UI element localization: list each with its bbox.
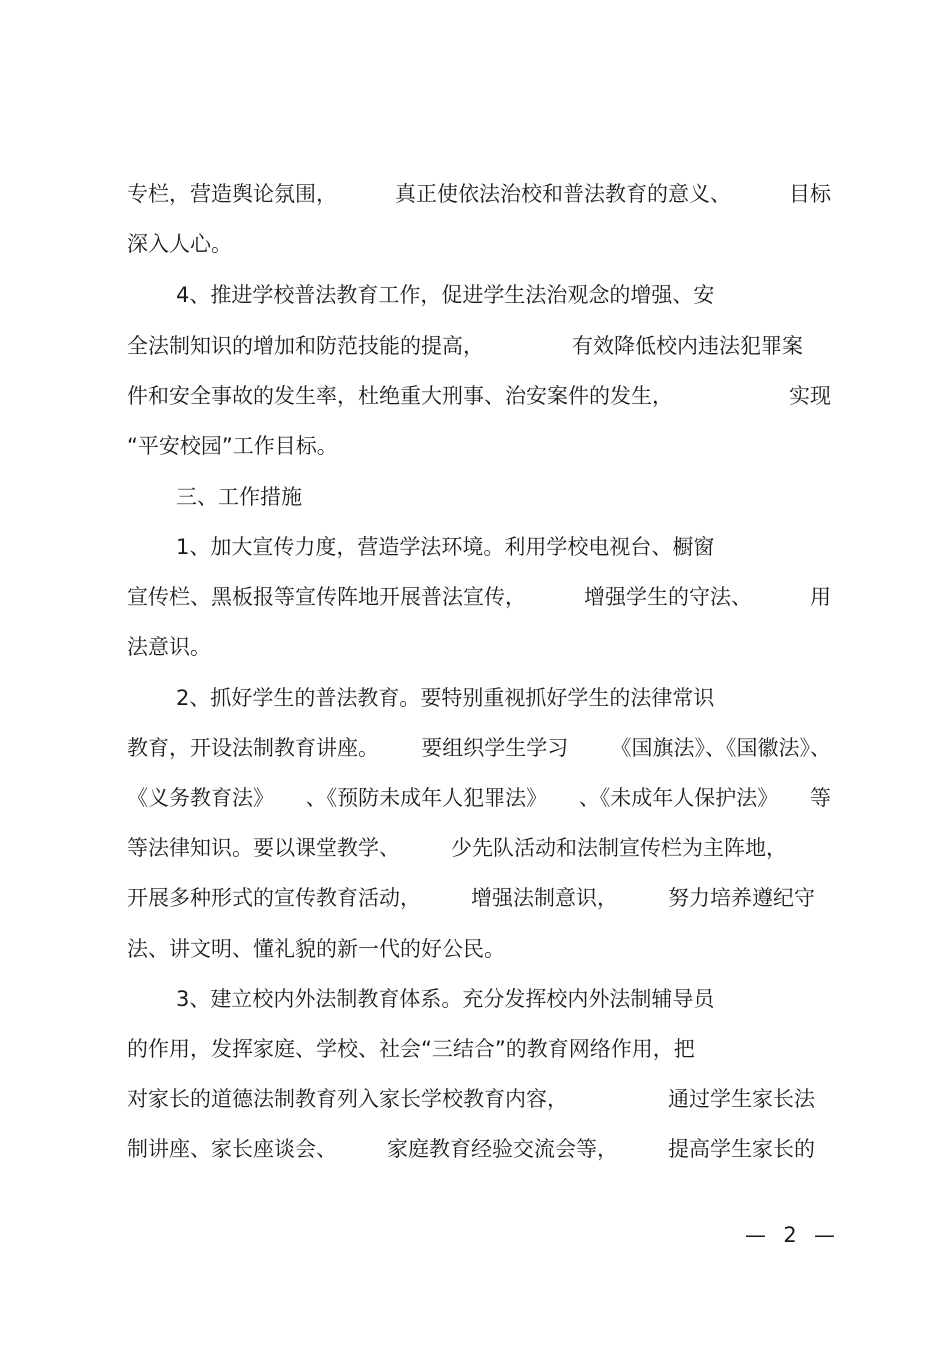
text-segment: 教育，开设法制教育讲座。: [127, 736, 379, 760]
text-segment: 用: [810, 585, 831, 609]
text-segment: 要组织学生学习: [421, 736, 569, 760]
text-line-9: [127, 577, 831, 617]
text-segment: 目标: [789, 182, 831, 206]
page-number: [745, 1220, 835, 1250]
page-number-dash-left: —: [745, 1223, 766, 1247]
text-segment: 宣传栏、黑板报等宣传阵地开展普法宣传，: [127, 585, 526, 609]
text-segment: 3、建立校内外法制教育体系。充分发挥校内外法制辅导员: [176, 987, 715, 1011]
text-segment: 专栏，营造舆论氛围，: [127, 182, 337, 206]
text-segment: 实现: [789, 384, 831, 408]
text-line-11: [176, 678, 831, 718]
text-line-2: [127, 224, 831, 264]
text-line-19: [127, 1079, 815, 1119]
text-line-1: [127, 174, 831, 214]
text-line-20: [127, 1129, 815, 1169]
text-segment: 件和安全事故的发生率，杜绝重大刑事、治安案件的发生，: [127, 384, 673, 408]
text-segment: 三、工作措施: [176, 485, 302, 509]
text-segment: 《国旗法》、《国徽法》、: [610, 736, 831, 760]
text-segment: 对家长的道德法制教育列入家长学校教育内容，: [127, 1087, 568, 1111]
text-line-15: [127, 878, 815, 918]
text-segment: 全法制知识的增加和防范技能的提高，: [127, 334, 484, 358]
text-segment: 《义务教育法》: [127, 786, 274, 810]
text-segment: 增强学生的守法、: [584, 585, 752, 609]
text-segment: 制讲座、家长座谈会、: [127, 1137, 337, 1161]
text-segment: 1、加大宣传力度，营造学法环境。利用学校电视台、橱窗: [176, 535, 715, 559]
text-line-18: [127, 1029, 831, 1069]
text-line-13: [127, 778, 831, 818]
page-number-dash-right: —: [814, 1223, 835, 1247]
text-line-14: [127, 828, 787, 868]
text-segment: 2、抓好学生的普法教育。要特别重视抓好学生的法律常识: [176, 686, 715, 710]
text-segment: 等: [809, 786, 831, 810]
text-segment: 开展多种形式的宣传教育活动，: [127, 886, 421, 910]
text-segment: 有效降低校内违法犯罪案: [572, 334, 803, 358]
text-line-17: [176, 979, 831, 1019]
text-segment: 4、推进学校普法教育工作，促进学生法治观念的增强、安: [176, 283, 715, 307]
text-segment: 法意识。: [127, 635, 211, 659]
text-segment: 等法律知识。要以课堂教学、: [127, 836, 400, 860]
text-line-6: [127, 426, 831, 466]
text-segment: 、《预防未成年人犯罪法》: [305, 786, 548, 810]
text-line-4: [127, 326, 803, 366]
text-line-5: [127, 376, 831, 416]
text-line-10: [127, 627, 831, 667]
text-segment: 法、讲文明、懂礼貌的新一代的好公民。: [127, 937, 505, 961]
text-segment: 、《未成年人保护法》: [578, 786, 779, 810]
text-segment: 真正使依法治校和普法教育的意义、: [395, 182, 731, 206]
text-segment: 提高学生家长的: [668, 1137, 815, 1161]
text-segment: 深入人心。: [127, 232, 232, 256]
text-line-3: [176, 275, 831, 315]
text-line-16: [127, 929, 831, 969]
text-segment: 家庭教育经验交流会等，: [387, 1137, 618, 1161]
text-segment: 通过学生家长法: [668, 1087, 815, 1111]
text-line-12: [127, 728, 831, 768]
page-number-value: 2: [783, 1223, 797, 1247]
text-segment: 增强法制意识，: [471, 886, 618, 910]
text-segment: 的作用，发挥家庭、学校、社会“三结合”的教育网络作用，把: [127, 1037, 695, 1061]
text-segment: “平安校园”工作目标。: [127, 434, 338, 458]
text-line-8: [176, 527, 831, 567]
section-heading: [176, 477, 831, 517]
text-segment: 努力培养遵纪守: [668, 886, 815, 910]
text-segment: 少先队活动和法制宣传栏为主阵地，: [451, 836, 787, 860]
